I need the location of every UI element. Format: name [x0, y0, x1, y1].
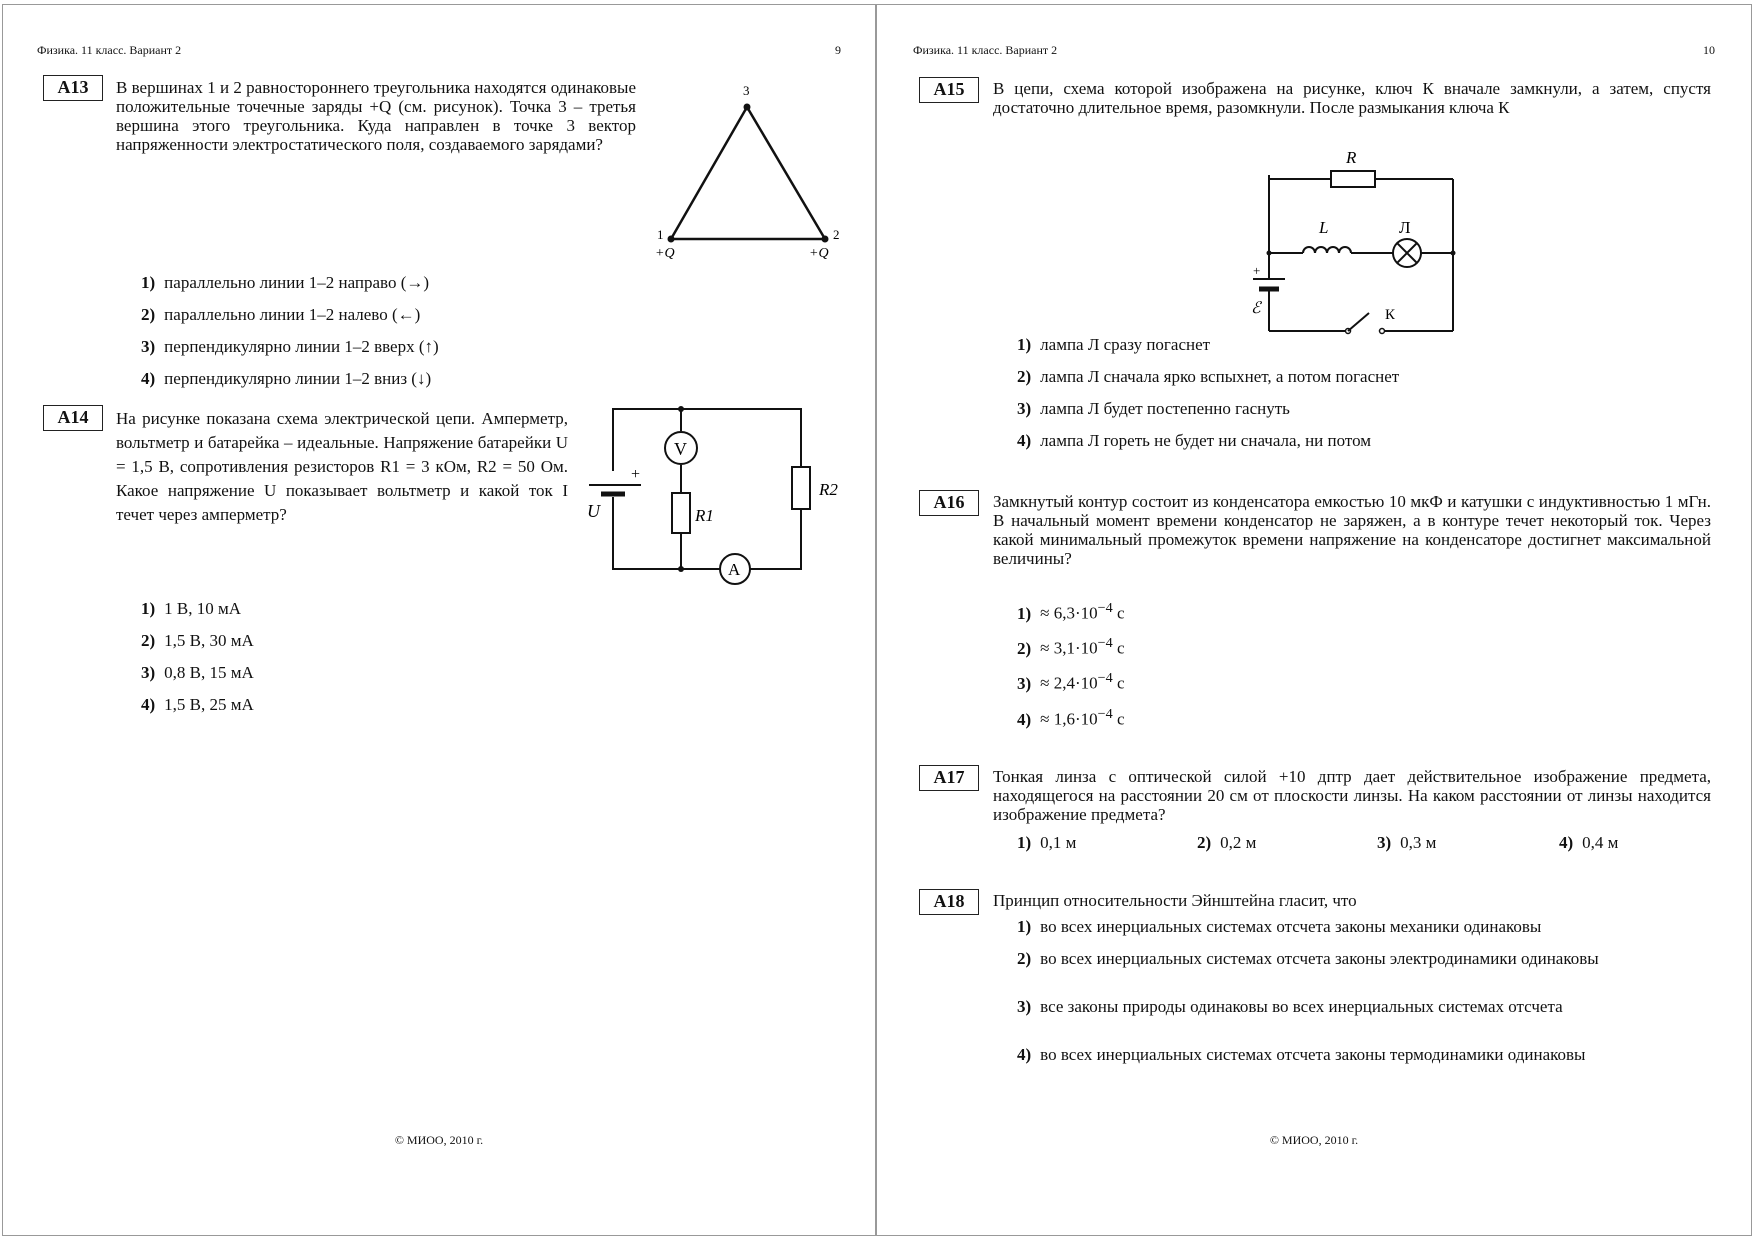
option-a15-3[interactable]: 3) лампа Л будет постепенно гаснуть	[1017, 399, 1290, 418]
question-text-a18: Принцип относительности Эйнштейна гласит, что	[993, 891, 1357, 910]
question-text-a15: В цепи, схема которой изображена на рисунке, ключ К вначале замкнули, а затем, спустя достаточно длительное время, разомкнули. После размыкания ключа К	[993, 79, 1711, 117]
question-label-a13: A13	[43, 75, 103, 101]
emf-label: ℰ	[1251, 300, 1261, 317]
battery-plus-label: +	[1253, 263, 1261, 278]
vertex-3-label: 3	[743, 83, 750, 98]
option-a15-1[interactable]: 1) лампа Л сразу погаснет	[1017, 335, 1211, 354]
key-switch	[1348, 313, 1369, 331]
inductor-l-label: L	[1319, 218, 1329, 237]
page-number: 9	[835, 43, 841, 57]
question-label-a16: A16	[919, 490, 979, 516]
page-number: 10	[1703, 43, 1715, 57]
option-a18-2[interactable]: 2) во всех инерциальных системах отсчета законы электродинамики одинаковы	[1017, 949, 1599, 968]
option-a13-1[interactable]: 1) параллельно линии 1–2 направо (→)	[141, 273, 430, 292]
ammeter-label: A	[728, 560, 741, 579]
option-a18-3[interactable]: 3) все законы природы одинаковы во всех инерциальных системах отсчета	[1017, 997, 1563, 1016]
question-label-a17: A17	[919, 765, 979, 791]
vertex-2-label: 2	[833, 227, 840, 242]
right-page	[876, 4, 1752, 1236]
option-a15-4[interactable]: 4) лампа Л гореть не будет ни сначала, ни потом	[1017, 431, 1372, 450]
option-a16-1[interactable]: $1) \approx 6,3\cdot 10^{-4}$ с	[1017, 600, 1125, 623]
option-a16-3[interactable]: $3) \approx 2,4\cdot 10^{-4}$ с	[1017, 670, 1125, 693]
option-a17-1[interactable]: 1) 0,1 м	[1017, 833, 1077, 852]
page-header: Физика. 11 класс. Вариант 2	[913, 43, 1058, 57]
option-a15-2[interactable]: 2) лампа Л сначала ярко вспыхнет, а потом погаснет	[1017, 367, 1400, 386]
resistor-r2	[792, 467, 810, 509]
option-a13-3[interactable]: 3) перпендикулярно линии 1–2 вверх (↑)	[141, 337, 439, 356]
vertex-2-point	[822, 236, 829, 243]
question-label-a18: A18	[919, 889, 979, 915]
resistor-r1	[672, 493, 690, 533]
option-a16-4[interactable]: $4) \approx 1,6\cdot 10^{-4}$ с	[1017, 706, 1125, 729]
voltage-u-label: U	[587, 501, 600, 521]
circuit-figure-a14	[581, 403, 849, 593]
option-a18-4[interactable]: 4) во всех инерциальных системах отсчета законы термодинамики одинаковы	[1017, 1045, 1586, 1064]
question-text-a14: На рисунке показана схема электрической цепи. Амперметр, вольтметр и батарейка – идеальные. Напряжение батарейки U = 1,5 В, сопротивления резисторов R1 = 3 кОм, R2 = 50 Ом. Какое напряжение U показывает вольтметр и какой ток I течет через амперметр?	[116, 409, 568, 524]
resistor-r	[1331, 171, 1375, 187]
question-label-a15: A15	[919, 77, 979, 103]
voltmeter-label: V	[674, 439, 687, 459]
circuit-figure-a15	[1247, 141, 1457, 339]
option-a14-1[interactable]: 1) 1 В, 10 мА	[141, 599, 242, 618]
resistor-r-label: R	[1346, 148, 1357, 167]
page-footer: © МИОО, 2010 г.	[1269, 1133, 1359, 1147]
battery-plus-label: +	[631, 466, 641, 483]
resistor-r2-label: R2	[819, 480, 838, 499]
option-a16-2[interactable]: $2) \approx 3,1\cdot 10^{-4}$ с	[1017, 635, 1125, 658]
vertex-1-point	[668, 236, 675, 243]
option-a17-2[interactable]: 2) 0,2 м	[1197, 833, 1257, 852]
option-a18-1[interactable]: 1) во всех инерциальных системах отсчета законы механики одинаковы	[1017, 917, 1542, 936]
charge-1-label: +Q	[655, 246, 675, 261]
option-a14-3[interactable]: 3) 0,8 В, 15 мА	[141, 663, 254, 682]
option-a14-2[interactable]: 2) 1,5 В, 30 мА	[141, 631, 254, 650]
key-label: К	[1385, 307, 1396, 323]
question-text-a13: В вершинах 1 и 2 равностороннего треугольника находятся одинаковые положительные точечные заряды +Q (см. рисунок). Точка 3 – третья вершина этого треугольника. Куда направлен в точке 3 вектор напряженности электростатического поля, создаваемого зарядами?	[116, 78, 636, 154]
option-a17-3[interactable]: 3) 0,3 м	[1377, 833, 1437, 852]
vertex-3-point	[744, 104, 751, 111]
charge-2-label: +Q	[809, 246, 829, 261]
vertex-1-label: 1	[657, 227, 664, 242]
lamp-label: Л	[1399, 218, 1411, 237]
page-header: Физика. 11 класс. Вариант 2	[37, 43, 182, 57]
question-text-a17: Тонкая линза с оптической силой +10 дптр дает действительное изображение предмета, находящегося на расстоянии 20 см от плоскости линзы. На каком расстоянии от линзы находится изображение предмета?	[993, 767, 1711, 824]
option-a13-4[interactable]: 4) перпендикулярно линии 1–2 вниз (↓)	[141, 369, 432, 388]
triangle-figure	[653, 81, 853, 271]
left-page	[2, 4, 876, 1236]
question-label-a14: A14	[43, 405, 103, 431]
triangle-shape	[671, 107, 825, 239]
option-a13-2[interactable]: 2) параллельно линии 1–2 налево (←)	[141, 305, 421, 324]
option-a14-4[interactable]: 4) 1,5 В, 25 мА	[141, 695, 254, 714]
option-a17-4[interactable]: 4) 0,4 м	[1559, 833, 1619, 852]
page-footer: © МИОО, 2010 г.	[394, 1133, 484, 1147]
resistor-r1-label: R1	[695, 506, 714, 525]
question-text-a16: Замкнутый контур состоит из конденсатора емкостью 10 мкФ и катушки с индуктивностью 1 мГн. В начальный момент времени конденсатор не заряжен, а в контуре течет некоторый ток. Через какой минимальный промежуток времени напряжение на конденсаторе достигнет максимальной величины?	[993, 492, 1711, 568]
inductor-coil	[1303, 247, 1351, 253]
